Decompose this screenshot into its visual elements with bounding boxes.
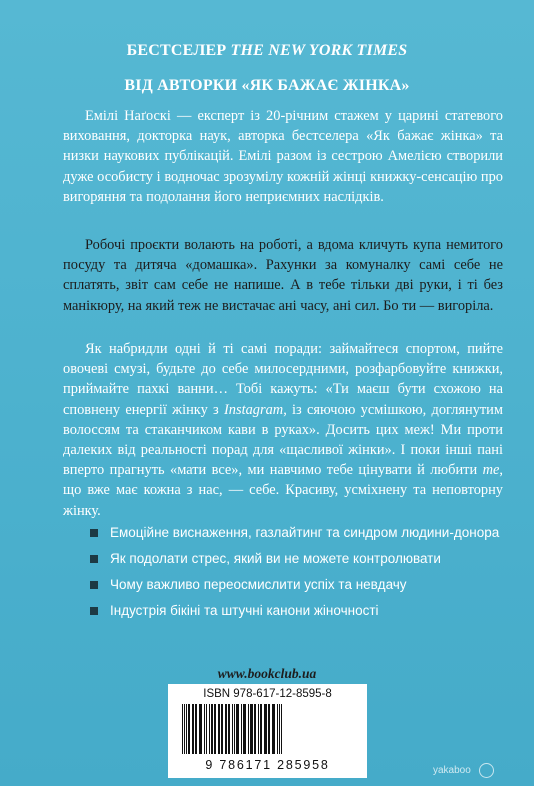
author-paragraph: Емілі Наґоскі — експерт із 20-річним стажем у царині статевого виховання, докторка наук, авторка бестселера «Як бажає жінка» та низки наукових публікацій. Емілі разом із сестрою Амелією створили дуже особисту і водночас зрозумілу кожній жінці книжку-сенсацію про вигоряння та подолання його неприємних наслідків. [63, 108, 503, 205]
barcode-icon [176, 704, 359, 756]
list-item [90, 602, 510, 620]
advice-text-3: , що вже має кожна з нас, — себе. Красиву, усміхнену та неповторну жінку. [63, 462, 503, 519]
publication-name: THE NEW YORK TIMES [230, 42, 408, 59]
isbn-number: ISBN 978-617-12-8595-8 [203, 688, 332, 700]
barcode-digits: 9 786171 285958 [205, 758, 330, 772]
advice-paragraph [63, 339, 503, 521]
square-bullet-icon [90, 581, 98, 589]
watermark-circle-icon [479, 763, 494, 778]
bestseller-headline [0, 42, 534, 60]
list-item-text: Емоційне виснаження, газлайтинг та синдром людини-донора [110, 525, 500, 540]
bestseller-prefix: БЕСТСЕЛЕР [126, 42, 227, 59]
list-item-text: Чому важливо переосмислити успіх та невдачу [110, 577, 407, 592]
advice-text-1: Як набридли одні й ті самі поради: займайтеся спортом, пийте овочеві смузі, будьте до себе милосердними, розфарбовуйте книжки, приймайте пахкі ванни… Тобі кажуть: «Ти маєш бути схожою на сповнену енергії жінку з [63, 341, 503, 418]
list-item [90, 524, 510, 542]
square-bullet-icon [90, 607, 98, 615]
te-word: те [482, 462, 500, 479]
square-bullet-icon [90, 529, 98, 537]
list-item [90, 550, 510, 568]
list-item-text: Як подолати стрес, який ви не можете контролювати [110, 551, 441, 566]
barcode-panel [168, 684, 367, 778]
watermark-logo: yakaboo [433, 765, 471, 776]
burnout-paragraph: Робочі проєкти волають на роботі, а вдома кличуть купа немитого посуду та дитяча «домашка». Рахунки за комуналку самі себе не сплатять, звіт сам себе не напише. А в тебе тільки дві руки, і ті без манікюру, на який теж не вистачає ані часу, ані сил. Бо ти — вигоріла. [63, 237, 503, 314]
author-headline: ВІД АВТОРКИ «ЯК БАЖАЄ ЖІНКА» [124, 77, 410, 94]
watermark [433, 760, 531, 782]
list-item-text: Індустрія бікіні та штучні канони жіночності [110, 603, 379, 618]
square-bullet-icon [90, 555, 98, 563]
topics-list [90, 524, 510, 628]
list-item [90, 576, 510, 594]
publisher-website: www.bookclub.ua [217, 666, 317, 681]
instagram-word: Instagram [224, 401, 284, 418]
advice-text-2: , із сяючою усмішкою, доглянутим волоссям та стаканчиком кави в руках». Досить цих меж! Ми проти далеких від реальності порад для «щасливої жінки». І поки інші пані вперто прагнуть «мати все», ми навчимо тебе цінувати й любити [63, 401, 503, 479]
